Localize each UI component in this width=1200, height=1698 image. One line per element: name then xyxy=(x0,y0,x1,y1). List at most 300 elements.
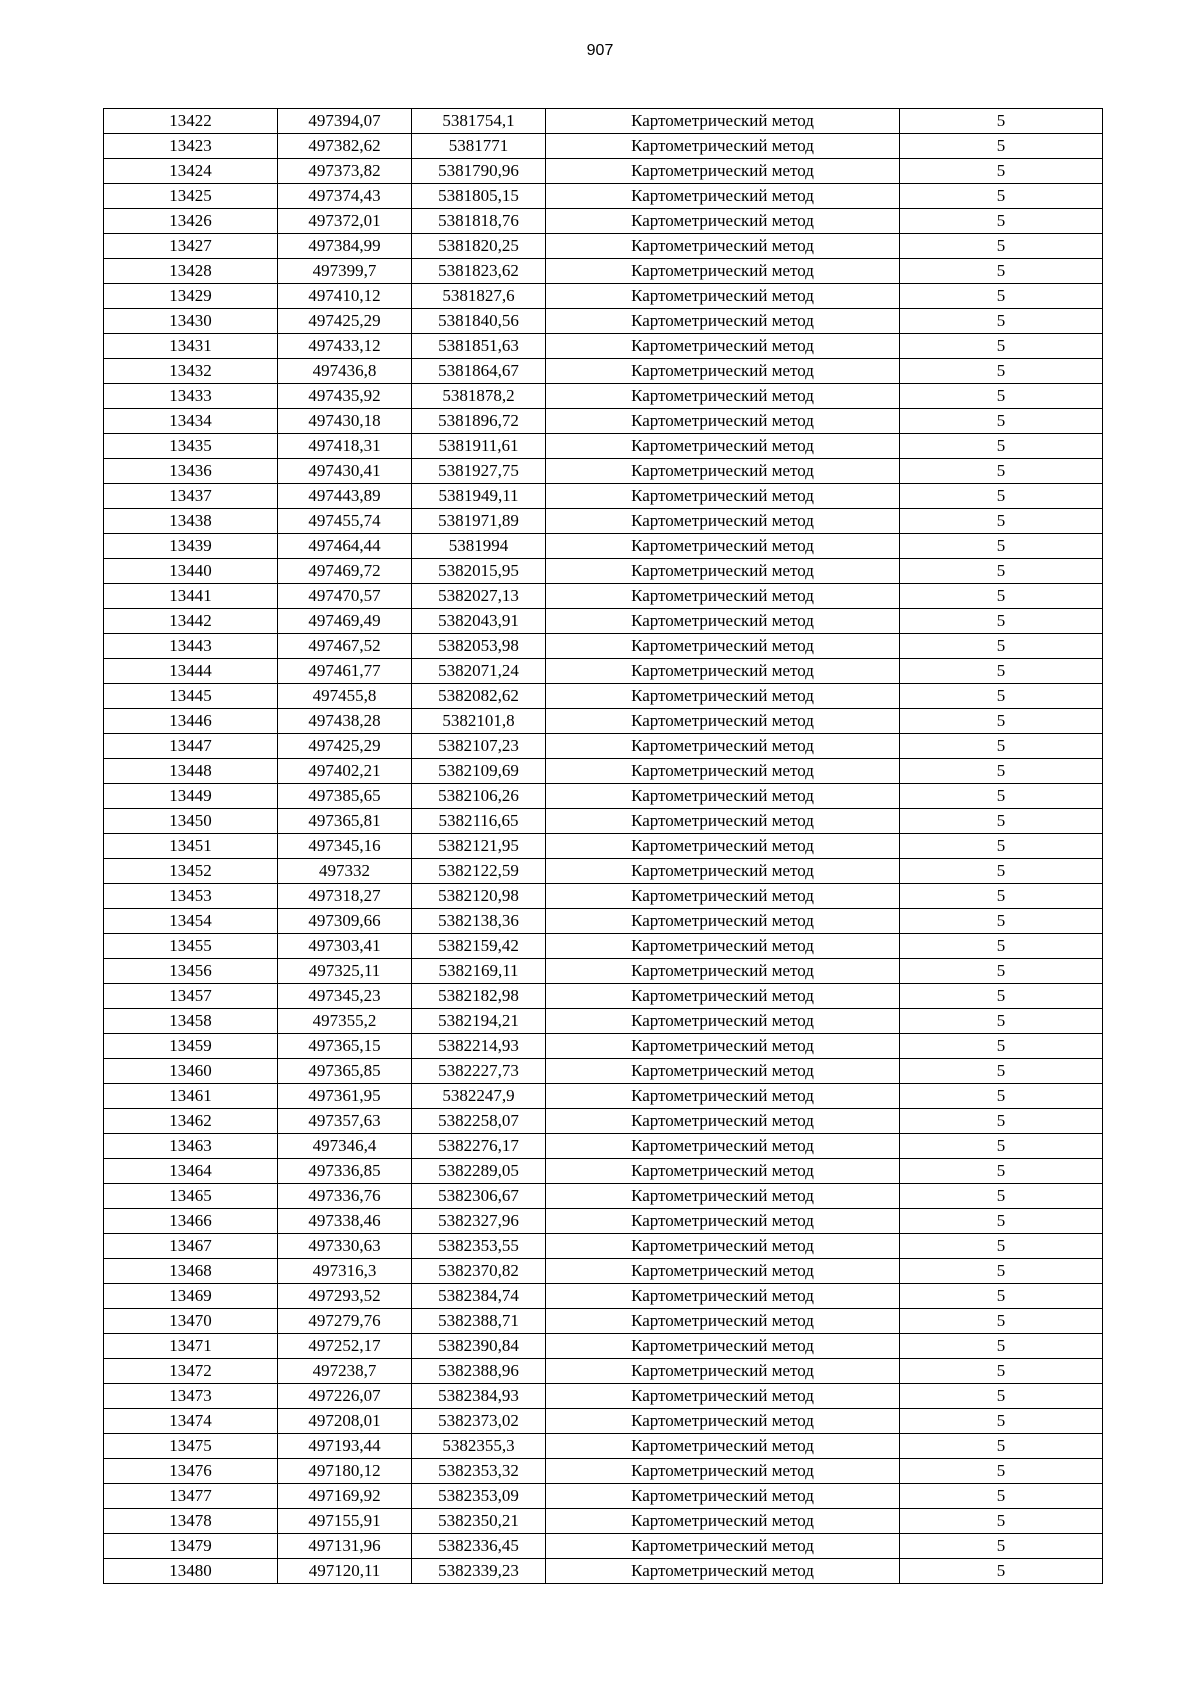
y-coordinate-cell: 5382138,36 xyxy=(412,909,546,934)
accuracy-cell: 5 xyxy=(900,1059,1103,1084)
accuracy-cell: 5 xyxy=(900,559,1103,584)
table-row xyxy=(104,259,1103,284)
point-number-cell: 13450 xyxy=(104,809,278,834)
point-number-cell: 13437 xyxy=(104,484,278,509)
point-number-cell: 13455 xyxy=(104,934,278,959)
table-row xyxy=(104,1234,1103,1259)
table-row xyxy=(104,709,1103,734)
point-number-cell: 13451 xyxy=(104,834,278,859)
method-cell: Картометрический метод xyxy=(546,459,900,484)
accuracy-cell: 5 xyxy=(900,959,1103,984)
y-coordinate-cell: 5382109,69 xyxy=(412,759,546,784)
point-number-cell: 13469 xyxy=(104,1284,278,1309)
point-number-cell: 13438 xyxy=(104,509,278,534)
table-row xyxy=(104,1084,1103,1109)
table-row xyxy=(104,384,1103,409)
method-cell: Картометрический метод xyxy=(546,284,900,309)
table-row xyxy=(104,909,1103,934)
table-row xyxy=(104,959,1103,984)
point-number-cell: 13466 xyxy=(104,1209,278,1234)
point-number-cell: 13475 xyxy=(104,1434,278,1459)
table-row xyxy=(104,809,1103,834)
y-coordinate-cell: 5382353,09 xyxy=(412,1484,546,1509)
table-row xyxy=(104,1459,1103,1484)
method-cell: Картометрический метод xyxy=(546,934,900,959)
table-row xyxy=(104,884,1103,909)
point-number-cell: 13473 xyxy=(104,1384,278,1409)
method-cell: Картометрический метод xyxy=(546,734,900,759)
table-row xyxy=(104,1059,1103,1084)
x-coordinate-cell: 497402,21 xyxy=(278,759,412,784)
accuracy-cell: 5 xyxy=(900,1459,1103,1484)
method-cell: Картометрический метод xyxy=(546,1009,900,1034)
y-coordinate-cell: 5382015,95 xyxy=(412,559,546,584)
accuracy-cell: 5 xyxy=(900,934,1103,959)
x-coordinate-cell: 497436,8 xyxy=(278,359,412,384)
point-number-cell: 13445 xyxy=(104,684,278,709)
point-number-cell: 13460 xyxy=(104,1059,278,1084)
accuracy-cell: 5 xyxy=(900,109,1103,134)
coordinates-table xyxy=(103,108,1103,1584)
x-coordinate-cell: 497193,44 xyxy=(278,1434,412,1459)
point-number-cell: 13432 xyxy=(104,359,278,384)
y-coordinate-cell: 5382082,62 xyxy=(412,684,546,709)
table-row xyxy=(104,759,1103,784)
x-coordinate-cell: 497330,63 xyxy=(278,1234,412,1259)
y-coordinate-cell: 5382182,98 xyxy=(412,984,546,1009)
y-coordinate-cell: 5382247,9 xyxy=(412,1084,546,1109)
point-number-cell: 13453 xyxy=(104,884,278,909)
table-row xyxy=(104,184,1103,209)
point-number-cell: 13471 xyxy=(104,1334,278,1359)
point-number-cell: 13452 xyxy=(104,859,278,884)
y-coordinate-cell: 5382355,3 xyxy=(412,1434,546,1459)
y-coordinate-cell: 5382169,11 xyxy=(412,959,546,984)
point-number-cell: 13441 xyxy=(104,584,278,609)
point-number-cell: 13463 xyxy=(104,1134,278,1159)
x-coordinate-cell: 497430,18 xyxy=(278,409,412,434)
x-coordinate-cell: 497180,12 xyxy=(278,1459,412,1484)
table-row xyxy=(104,1509,1103,1534)
method-cell: Картометрический метод xyxy=(546,1334,900,1359)
x-coordinate-cell: 497435,92 xyxy=(278,384,412,409)
method-cell: Картометрический метод xyxy=(546,1109,900,1134)
point-number-cell: 13431 xyxy=(104,334,278,359)
x-coordinate-cell: 497430,41 xyxy=(278,459,412,484)
point-number-cell: 13448 xyxy=(104,759,278,784)
table-row xyxy=(104,1184,1103,1209)
accuracy-cell: 5 xyxy=(900,709,1103,734)
point-number-cell: 13439 xyxy=(104,534,278,559)
method-cell: Картометрический метод xyxy=(546,1384,900,1409)
method-cell: Картометрический метод xyxy=(546,309,900,334)
x-coordinate-cell: 497461,77 xyxy=(278,659,412,684)
table-row xyxy=(104,459,1103,484)
coordinates-table-body xyxy=(104,109,1103,1584)
table-row xyxy=(104,509,1103,534)
accuracy-cell: 5 xyxy=(900,684,1103,709)
y-coordinate-cell: 5382370,82 xyxy=(412,1259,546,1284)
accuracy-cell: 5 xyxy=(900,284,1103,309)
point-number-cell: 13433 xyxy=(104,384,278,409)
x-coordinate-cell: 497374,43 xyxy=(278,184,412,209)
table-row xyxy=(104,309,1103,334)
table-row xyxy=(104,984,1103,1009)
point-number-cell: 13427 xyxy=(104,234,278,259)
accuracy-cell: 5 xyxy=(900,584,1103,609)
table-row xyxy=(104,434,1103,459)
accuracy-cell: 5 xyxy=(900,634,1103,659)
method-cell: Картометрический метод xyxy=(546,1209,900,1234)
table-row xyxy=(104,934,1103,959)
accuracy-cell: 5 xyxy=(900,1534,1103,1559)
y-coordinate-cell: 5381840,56 xyxy=(412,309,546,334)
y-coordinate-cell: 5382350,21 xyxy=(412,1509,546,1534)
point-number-cell: 13479 xyxy=(104,1534,278,1559)
point-number-cell: 13435 xyxy=(104,434,278,459)
method-cell: Картометрический метод xyxy=(546,659,900,684)
y-coordinate-cell: 5382227,73 xyxy=(412,1059,546,1084)
accuracy-cell: 5 xyxy=(900,609,1103,634)
point-number-cell: 13443 xyxy=(104,634,278,659)
y-coordinate-cell: 5381896,72 xyxy=(412,409,546,434)
method-cell: Картометрический метод xyxy=(546,109,900,134)
accuracy-cell: 5 xyxy=(900,159,1103,184)
method-cell: Картометрический метод xyxy=(546,234,900,259)
y-coordinate-cell: 5382107,23 xyxy=(412,734,546,759)
method-cell: Картометрический метод xyxy=(546,709,900,734)
x-coordinate-cell: 497365,85 xyxy=(278,1059,412,1084)
method-cell: Картометрический метод xyxy=(546,1434,900,1459)
accuracy-cell: 5 xyxy=(900,984,1103,1009)
y-coordinate-cell: 5381994 xyxy=(412,534,546,559)
accuracy-cell: 5 xyxy=(900,259,1103,284)
y-coordinate-cell: 5382122,59 xyxy=(412,859,546,884)
x-coordinate-cell: 497336,76 xyxy=(278,1184,412,1209)
x-coordinate-cell: 497410,12 xyxy=(278,284,412,309)
y-coordinate-cell: 5382071,24 xyxy=(412,659,546,684)
x-coordinate-cell: 497169,92 xyxy=(278,1484,412,1509)
table-row xyxy=(104,834,1103,859)
y-coordinate-cell: 5382289,05 xyxy=(412,1159,546,1184)
y-coordinate-cell: 5381971,89 xyxy=(412,509,546,534)
x-coordinate-cell: 497455,8 xyxy=(278,684,412,709)
point-number-cell: 13449 xyxy=(104,784,278,809)
method-cell: Картометрический метод xyxy=(546,1059,900,1084)
x-coordinate-cell: 497384,99 xyxy=(278,234,412,259)
point-number-cell: 13424 xyxy=(104,159,278,184)
y-coordinate-cell: 5381864,67 xyxy=(412,359,546,384)
accuracy-cell: 5 xyxy=(900,1484,1103,1509)
accuracy-cell: 5 xyxy=(900,759,1103,784)
x-coordinate-cell: 497318,27 xyxy=(278,884,412,909)
point-number-cell: 13454 xyxy=(104,909,278,934)
point-number-cell: 13477 xyxy=(104,1484,278,1509)
table-row xyxy=(104,609,1103,634)
y-coordinate-cell: 5382116,65 xyxy=(412,809,546,834)
y-coordinate-cell: 5381771 xyxy=(412,134,546,159)
x-coordinate-cell: 497425,29 xyxy=(278,734,412,759)
point-number-cell: 13456 xyxy=(104,959,278,984)
table-row xyxy=(104,534,1103,559)
point-number-cell: 13470 xyxy=(104,1309,278,1334)
point-number-cell: 13465 xyxy=(104,1184,278,1209)
y-coordinate-cell: 5382159,42 xyxy=(412,934,546,959)
accuracy-cell: 5 xyxy=(900,1334,1103,1359)
x-coordinate-cell: 497332 xyxy=(278,859,412,884)
accuracy-cell: 5 xyxy=(900,1434,1103,1459)
point-number-cell: 13447 xyxy=(104,734,278,759)
x-coordinate-cell: 497208,01 xyxy=(278,1409,412,1434)
accuracy-cell: 5 xyxy=(900,234,1103,259)
point-number-cell: 13480 xyxy=(104,1559,278,1584)
x-coordinate-cell: 497455,74 xyxy=(278,509,412,534)
point-number-cell: 13422 xyxy=(104,109,278,134)
y-coordinate-cell: 5382353,55 xyxy=(412,1234,546,1259)
point-number-cell: 13467 xyxy=(104,1234,278,1259)
accuracy-cell: 5 xyxy=(900,1034,1103,1059)
x-coordinate-cell: 497303,41 xyxy=(278,934,412,959)
table-row xyxy=(104,284,1103,309)
page-number: 907 xyxy=(586,42,614,59)
accuracy-cell: 5 xyxy=(900,359,1103,384)
method-cell: Картометрический метод xyxy=(546,759,900,784)
y-coordinate-cell: 5381911,61 xyxy=(412,434,546,459)
table-row xyxy=(104,1409,1103,1434)
accuracy-cell: 5 xyxy=(900,884,1103,909)
point-number-cell: 13461 xyxy=(104,1084,278,1109)
method-cell: Картометрический метод xyxy=(546,434,900,459)
x-coordinate-cell: 497385,65 xyxy=(278,784,412,809)
method-cell: Картометрический метод xyxy=(546,509,900,534)
accuracy-cell: 5 xyxy=(900,1309,1103,1334)
table-row xyxy=(104,159,1103,184)
method-cell: Картометрический метод xyxy=(546,534,900,559)
table-row xyxy=(104,1359,1103,1384)
method-cell: Картометрический метод xyxy=(546,859,900,884)
accuracy-cell: 5 xyxy=(900,534,1103,559)
table-row xyxy=(104,1384,1103,1409)
x-coordinate-cell: 497131,96 xyxy=(278,1534,412,1559)
accuracy-cell: 5 xyxy=(900,1259,1103,1284)
y-coordinate-cell: 5382384,74 xyxy=(412,1284,546,1309)
x-coordinate-cell: 497238,7 xyxy=(278,1359,412,1384)
x-coordinate-cell: 497336,85 xyxy=(278,1159,412,1184)
x-coordinate-cell: 497279,76 xyxy=(278,1309,412,1334)
table-row xyxy=(104,784,1103,809)
y-coordinate-cell: 5382276,17 xyxy=(412,1134,546,1159)
point-number-cell: 13434 xyxy=(104,409,278,434)
y-coordinate-cell: 5382194,21 xyxy=(412,1009,546,1034)
y-coordinate-cell: 5382388,96 xyxy=(412,1359,546,1384)
y-coordinate-cell: 5382353,32 xyxy=(412,1459,546,1484)
accuracy-cell: 5 xyxy=(900,1234,1103,1259)
y-coordinate-cell: 5381878,2 xyxy=(412,384,546,409)
method-cell: Картометрический метод xyxy=(546,884,900,909)
method-cell: Картометрический метод xyxy=(546,259,900,284)
table-row xyxy=(104,859,1103,884)
method-cell: Картометрический метод xyxy=(546,1509,900,1534)
x-coordinate-cell: 497316,3 xyxy=(278,1259,412,1284)
accuracy-cell: 5 xyxy=(900,1209,1103,1234)
accuracy-cell: 5 xyxy=(900,1284,1103,1309)
y-coordinate-cell: 5381820,25 xyxy=(412,234,546,259)
y-coordinate-cell: 5382053,98 xyxy=(412,634,546,659)
method-cell: Картометрический метод xyxy=(546,1234,900,1259)
table-row xyxy=(104,634,1103,659)
point-number-cell: 13474 xyxy=(104,1409,278,1434)
point-number-cell: 13440 xyxy=(104,559,278,584)
x-coordinate-cell: 497155,91 xyxy=(278,1509,412,1534)
method-cell: Картометрический метод xyxy=(546,1484,900,1509)
table-row xyxy=(104,684,1103,709)
accuracy-cell: 5 xyxy=(900,809,1103,834)
point-number-cell: 13462 xyxy=(104,1109,278,1134)
method-cell: Картометрический метод xyxy=(546,1409,900,1434)
method-cell: Картометрический метод xyxy=(546,634,900,659)
y-coordinate-cell: 5382339,23 xyxy=(412,1559,546,1584)
point-number-cell: 13425 xyxy=(104,184,278,209)
method-cell: Картометрический метод xyxy=(546,184,900,209)
x-coordinate-cell: 497438,28 xyxy=(278,709,412,734)
method-cell: Картометрический метод xyxy=(546,134,900,159)
accuracy-cell: 5 xyxy=(900,1409,1103,1434)
table-row xyxy=(104,234,1103,259)
method-cell: Картометрический метод xyxy=(546,1259,900,1284)
y-coordinate-cell: 5382101,8 xyxy=(412,709,546,734)
point-number-cell: 13426 xyxy=(104,209,278,234)
y-coordinate-cell: 5382121,95 xyxy=(412,834,546,859)
table-row xyxy=(104,334,1103,359)
table-row xyxy=(104,1134,1103,1159)
y-coordinate-cell: 5382384,93 xyxy=(412,1384,546,1409)
x-coordinate-cell: 497361,95 xyxy=(278,1084,412,1109)
x-coordinate-cell: 497425,29 xyxy=(278,309,412,334)
method-cell: Картометрический метод xyxy=(546,1459,900,1484)
y-coordinate-cell: 5382373,02 xyxy=(412,1409,546,1434)
method-cell: Картометрический метод xyxy=(546,984,900,1009)
table-row xyxy=(104,1309,1103,1334)
y-coordinate-cell: 5382390,84 xyxy=(412,1334,546,1359)
method-cell: Картометрический метод xyxy=(546,334,900,359)
table-row xyxy=(104,1209,1103,1234)
y-coordinate-cell: 5381827,6 xyxy=(412,284,546,309)
accuracy-cell: 5 xyxy=(900,334,1103,359)
accuracy-cell: 5 xyxy=(900,1359,1103,1384)
table-row xyxy=(104,1034,1103,1059)
y-coordinate-cell: 5382027,13 xyxy=(412,584,546,609)
x-coordinate-cell: 497345,23 xyxy=(278,984,412,1009)
method-cell: Картометрический метод xyxy=(546,1159,900,1184)
method-cell: Картометрический метод xyxy=(546,959,900,984)
point-number-cell: 13423 xyxy=(104,134,278,159)
point-number-cell: 13472 xyxy=(104,1359,278,1384)
x-coordinate-cell: 497394,07 xyxy=(278,109,412,134)
method-cell: Картометрический метод xyxy=(546,584,900,609)
x-coordinate-cell: 497469,49 xyxy=(278,609,412,634)
accuracy-cell: 5 xyxy=(900,1559,1103,1584)
accuracy-cell: 5 xyxy=(900,1184,1103,1209)
y-coordinate-cell: 5381949,11 xyxy=(412,484,546,509)
x-coordinate-cell: 497365,15 xyxy=(278,1034,412,1059)
y-coordinate-cell: 5381818,76 xyxy=(412,209,546,234)
method-cell: Картометрический метод xyxy=(546,1534,900,1559)
accuracy-cell: 5 xyxy=(900,734,1103,759)
accuracy-cell: 5 xyxy=(900,659,1103,684)
accuracy-cell: 5 xyxy=(900,184,1103,209)
method-cell: Картометрический метод xyxy=(546,1559,900,1584)
method-cell: Картометрический метод xyxy=(546,1309,900,1334)
accuracy-cell: 5 xyxy=(900,484,1103,509)
method-cell: Картометрический метод xyxy=(546,684,900,709)
table-row xyxy=(104,1009,1103,1034)
x-coordinate-cell: 497357,63 xyxy=(278,1109,412,1134)
accuracy-cell: 5 xyxy=(900,209,1103,234)
point-number-cell: 13476 xyxy=(104,1459,278,1484)
y-coordinate-cell: 5382388,71 xyxy=(412,1309,546,1334)
method-cell: Картометрический метод xyxy=(546,834,900,859)
y-coordinate-cell: 5381754,1 xyxy=(412,109,546,134)
point-number-cell: 13444 xyxy=(104,659,278,684)
x-coordinate-cell: 497293,52 xyxy=(278,1284,412,1309)
x-coordinate-cell: 497382,62 xyxy=(278,134,412,159)
table-row xyxy=(104,359,1103,384)
accuracy-cell: 5 xyxy=(900,409,1103,434)
y-coordinate-cell: 5382214,93 xyxy=(412,1034,546,1059)
y-coordinate-cell: 5381823,62 xyxy=(412,259,546,284)
point-number-cell: 13446 xyxy=(104,709,278,734)
method-cell: Картометрический метод xyxy=(546,1034,900,1059)
table-row xyxy=(104,1434,1103,1459)
table-row xyxy=(104,209,1103,234)
x-coordinate-cell: 497365,81 xyxy=(278,809,412,834)
x-coordinate-cell: 497443,89 xyxy=(278,484,412,509)
accuracy-cell: 5 xyxy=(900,459,1103,484)
x-coordinate-cell: 497325,11 xyxy=(278,959,412,984)
method-cell: Картометрический метод xyxy=(546,1359,900,1384)
accuracy-cell: 5 xyxy=(900,1084,1103,1109)
x-coordinate-cell: 497464,44 xyxy=(278,534,412,559)
y-coordinate-cell: 5382106,26 xyxy=(412,784,546,809)
table-row xyxy=(104,1534,1103,1559)
method-cell: Картометрический метод xyxy=(546,909,900,934)
x-coordinate-cell: 497433,12 xyxy=(278,334,412,359)
point-number-cell: 13436 xyxy=(104,459,278,484)
accuracy-cell: 5 xyxy=(900,134,1103,159)
table-row xyxy=(104,1284,1103,1309)
table-row xyxy=(104,1109,1103,1134)
x-coordinate-cell: 497309,66 xyxy=(278,909,412,934)
method-cell: Картометрический метод xyxy=(546,209,900,234)
table-row xyxy=(104,584,1103,609)
method-cell: Картометрический метод xyxy=(546,559,900,584)
accuracy-cell: 5 xyxy=(900,384,1103,409)
table-row xyxy=(104,484,1103,509)
table-row xyxy=(104,659,1103,684)
method-cell: Картометрический метод xyxy=(546,1084,900,1109)
point-number-cell: 13464 xyxy=(104,1159,278,1184)
accuracy-cell: 5 xyxy=(900,309,1103,334)
point-number-cell: 13430 xyxy=(104,309,278,334)
table-row xyxy=(104,1334,1103,1359)
x-coordinate-cell: 497373,82 xyxy=(278,159,412,184)
table-row xyxy=(104,1559,1103,1584)
accuracy-cell: 5 xyxy=(900,784,1103,809)
y-coordinate-cell: 5382336,45 xyxy=(412,1534,546,1559)
method-cell: Картометрический метод xyxy=(546,159,900,184)
y-coordinate-cell: 5381790,96 xyxy=(412,159,546,184)
x-coordinate-cell: 497469,72 xyxy=(278,559,412,584)
